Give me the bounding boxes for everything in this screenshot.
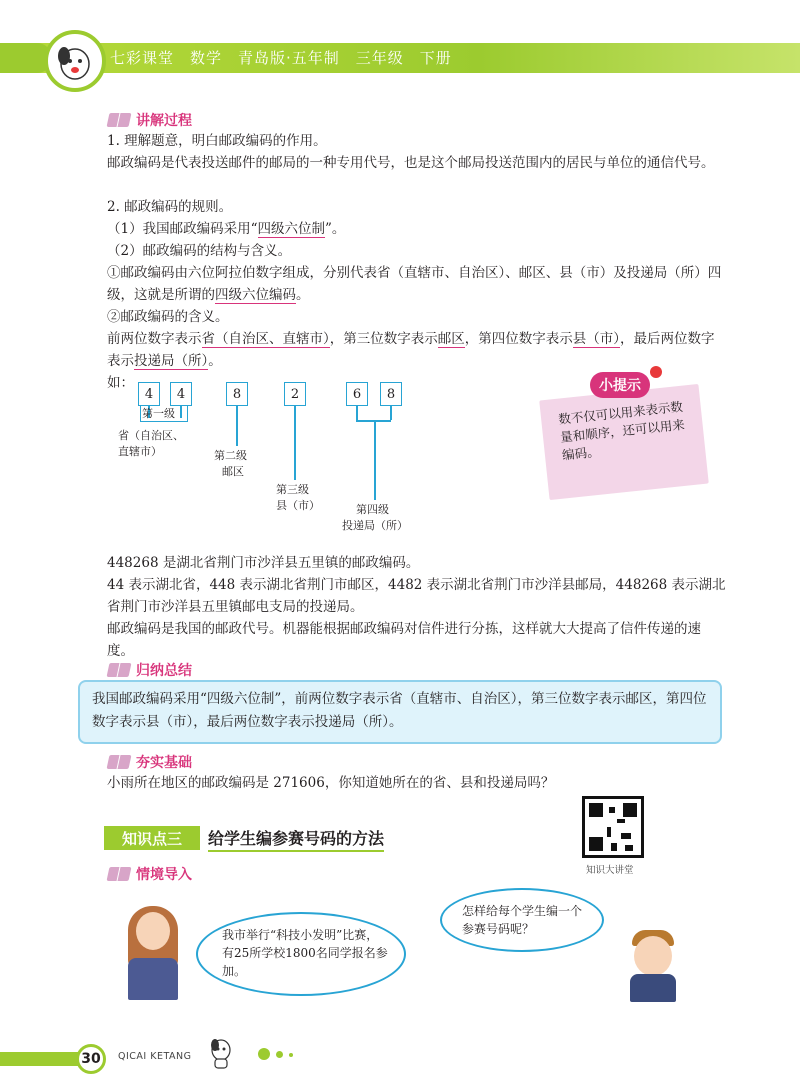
qr-code-icon[interactable] — [582, 796, 644, 858]
explain-p8: 前两位数字表示省（自治区、直辖市），第三位数字表示邮区，第四位数字表示县（市），最后两位数字表示投递局（所）。 — [107, 331, 715, 369]
girl-body — [128, 958, 178, 1000]
explain-p1: 1. 理解题意，明白邮政编码的作用。 — [107, 133, 327, 149]
book-icon — [107, 663, 132, 677]
tip-text: 数不仅可以用来表示数量和顺序，还可以用来编码。 — [557, 398, 686, 463]
connector-line — [356, 406, 358, 420]
boy-body — [630, 974, 676, 1002]
section-header-intro: 情境导入 — [108, 864, 192, 884]
girl-face — [136, 912, 170, 950]
page-number: 30 — [76, 1044, 106, 1074]
section-header-explain: 讲解过程 — [108, 110, 192, 130]
summary-text: 我国邮政编码采用“四级六位制”，前两位数字表示省（直辖市、自治区），第三位数字表示邮区，第四位数字表示县（市），最后两位数字表示投递局（所）。 — [92, 691, 707, 730]
digit-box: 4 — [170, 382, 192, 406]
section-header-summary: 归纳总结 — [108, 660, 192, 680]
girl-speech: 我市举行“科技小发明”比赛，有25所学校1800名同学报名参加。 — [222, 928, 388, 978]
mascot-dog-footer-icon — [206, 1036, 236, 1070]
connector-line — [294, 406, 296, 480]
explain-p5: （2）邮政编码的结构与含义。 — [107, 243, 292, 259]
explain-p6: ①邮政编码由六位阿拉伯数字组成，分别代表省（直辖市、自治区）、邮区、县（市）及投递局（所）四级，这就是所谓的四级六位编码。 — [107, 265, 722, 303]
connector-line — [374, 420, 376, 500]
level1-desc: 省（自治区、 直辖市） — [118, 429, 184, 458]
level1-label: 第一级 — [142, 407, 175, 420]
explain-p7: ②邮政编码的含义。 — [107, 309, 229, 325]
boy-face — [634, 936, 672, 976]
knowledge-point-title: 给学生编参赛号码的方法 — [208, 826, 384, 852]
boy-speech: 怎样给每个学生编一个参赛号码呢？ — [462, 904, 583, 936]
mascot-dog-icon — [44, 30, 106, 92]
level2-desc: 第二级 邮区 — [214, 449, 247, 478]
tip-title: 小提示 — [590, 372, 650, 398]
section-header-basics: 夯实基础 — [108, 752, 192, 772]
book-icon — [107, 113, 132, 127]
connector-line — [236, 406, 238, 446]
knowledge-point-badge: 知识点三 — [104, 826, 200, 850]
connector-line — [390, 406, 392, 420]
footer-brand: QICAI KETANG — [118, 1051, 192, 1062]
qr-label: 知识大讲堂 — [586, 865, 634, 876]
digit-box: 2 — [284, 382, 306, 406]
level4-desc: 第四级 投递局（所） — [342, 503, 408, 532]
digit-box: 8 — [226, 382, 248, 406]
book-icon — [107, 755, 132, 769]
basics-text: 小雨所在地区的邮政编码是 271606，你知道她所在的省、县和投递局吗？ — [107, 775, 555, 791]
after-p2: 44 表示湖北省，448 表示湖北省荆门市邮区，4482 表示湖北省荆门市沙洋县邮局，448268 表示湖北省荆门市沙洋县五里镇邮电支局的投递局。 — [107, 577, 726, 615]
digit-box: 6 — [346, 382, 368, 406]
explain-p2: 邮政编码是代表投送邮件的邮局的一种专用代号，也是这个邮局投送范围内的居民与单位的通信代号。 — [107, 155, 715, 171]
header-title: 七彩课堂 数学 青岛版·五年制 三年级 下册 — [110, 49, 452, 67]
explain-p3: 2. 邮政编码的规则。 — [107, 199, 233, 215]
footer-dot — [276, 1051, 283, 1058]
level3-desc: 第三级 县（市） — [276, 483, 320, 512]
digit-box: 8 — [380, 382, 402, 406]
footer-dot — [289, 1053, 293, 1057]
pushpin-icon — [650, 366, 662, 378]
after-p3: 邮政编码是我国的邮政代号。机器能根据邮政编码对信件进行分拣，这样就大大提高了信件传递的速度。 — [107, 621, 701, 659]
after-p1: 448268 是湖北省荆门市沙洋县五里镇的邮政编码。 — [107, 555, 420, 571]
book-icon — [107, 867, 132, 881]
footer-dot — [258, 1048, 270, 1060]
postal-code-diagram — [118, 376, 438, 546]
explain-p4: （1）我国邮政编码采用“四级六位制”。 — [107, 221, 346, 237]
example-prefix: 如： — [107, 375, 134, 391]
digit-box: 4 — [138, 382, 160, 406]
